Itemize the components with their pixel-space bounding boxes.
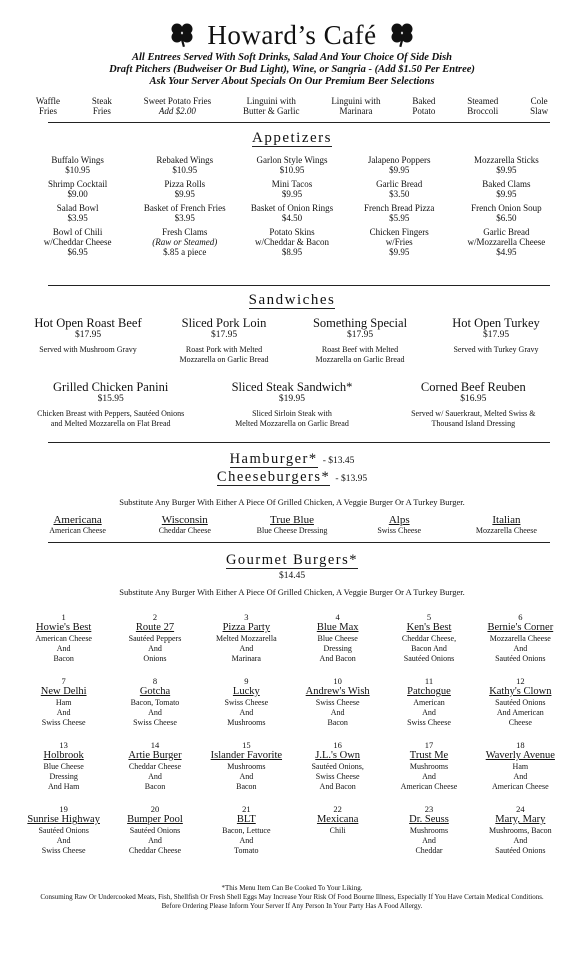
gourmet-burger-number: 4 bbox=[335, 612, 340, 622]
gourmet-burger-description: Mushrooms And Bacon bbox=[227, 762, 266, 791]
gourmet-burger-name: Howie's Best bbox=[36, 622, 92, 633]
cheeseburger-title: Cheeseburgers* bbox=[216, 469, 331, 485]
gourmet-burger-description: Cheddar Cheese And Bacon bbox=[128, 762, 182, 791]
gourmet-burger-name: Dr. Seuss bbox=[409, 814, 449, 825]
gourmet-burger-name: Bernie's Corner bbox=[487, 622, 554, 633]
sandwich-item bbox=[292, 316, 428, 365]
side-dish bbox=[315, 96, 396, 116]
gourmet-burger-number: 1 bbox=[61, 612, 66, 622]
gourmet-burger-item bbox=[109, 740, 200, 804]
side-dish-line: Waffle bbox=[35, 96, 61, 106]
sandwich-price: $17.95 bbox=[74, 330, 102, 340]
appetizer-name: Mini Tacos bbox=[271, 179, 313, 189]
gourmet-burger-description: Cheddar Cheese, Bacon And Sautéed Onions bbox=[401, 634, 457, 663]
appetizer-price: $9.95 bbox=[174, 189, 195, 199]
sandwich-item bbox=[201, 380, 382, 429]
side-dish-line: Cole bbox=[530, 96, 548, 106]
sandwich-description bbox=[20, 345, 156, 355]
gourmet-burger-description: Blue Cheese Dressing And Bacon bbox=[317, 634, 358, 663]
appetizer-price: $9.95 bbox=[496, 189, 517, 199]
appetizer-price: $8.95 bbox=[281, 247, 303, 257]
appetizer-name: Fresh Clams bbox=[162, 227, 208, 237]
gourmet-burger-number: 10 bbox=[333, 676, 342, 686]
gourmet-burger-name: New Delhi bbox=[40, 686, 87, 697]
side-dish-line: Marinara bbox=[339, 106, 373, 116]
appetizer-detail: w/Fries bbox=[385, 237, 413, 247]
appetizer-name: Rebaked Wings bbox=[156, 155, 214, 165]
divider bbox=[48, 285, 550, 286]
sandwich-price: $17.95 bbox=[210, 330, 238, 340]
appetizers-heading bbox=[0, 130, 584, 147]
appetizer-name: French Onion Soup bbox=[471, 203, 542, 213]
appetizer-price: $3.50 bbox=[389, 189, 410, 199]
gourmet-burger-item bbox=[201, 612, 292, 676]
gourmet-burger-item bbox=[109, 676, 200, 740]
sandwiches-heading bbox=[0, 292, 584, 309]
appetizer-name: Garlic Bread bbox=[483, 227, 530, 237]
footer-line: *This Menu Item Can Be Cooked To Your Liking. bbox=[221, 884, 363, 892]
sandwich-description-line: and Melted Mozzarella on Flat Bread bbox=[50, 419, 171, 428]
sandwich-name: Corned Beef Reuben bbox=[420, 380, 526, 394]
appetizer-price: $10.95 bbox=[172, 165, 198, 175]
gourmet-burger-number: 5 bbox=[426, 612, 432, 622]
appetizer-detail: (Raw or Steamed) bbox=[152, 237, 218, 247]
appetizer-item bbox=[453, 227, 560, 257]
appetizer-price: $4.95 bbox=[496, 247, 517, 257]
sandwich-description bbox=[156, 345, 292, 365]
gourmet-burger-item bbox=[383, 612, 474, 676]
gourmet-burger-item bbox=[109, 804, 200, 868]
sandwich-name: Hot Open Roast Beef bbox=[34, 316, 142, 330]
gourmet-burger-number: 16 bbox=[333, 740, 342, 750]
divider bbox=[48, 442, 550, 443]
standard-burger-item bbox=[131, 514, 238, 536]
sandwich-price: $16.95 bbox=[460, 394, 487, 404]
sandwich-item bbox=[383, 380, 564, 429]
gourmet-burger-name: Blue Max bbox=[316, 622, 359, 633]
appetizer-item bbox=[346, 227, 453, 257]
appetizer-item bbox=[238, 227, 345, 257]
sandwich-item bbox=[156, 316, 292, 365]
standard-burger-description: Cheddar Cheese bbox=[158, 526, 211, 535]
gourmet-burger-name: Pizza Party bbox=[222, 622, 271, 633]
appetizer-name: Pizza Rolls bbox=[164, 179, 206, 189]
standard-burger-description: American Cheese bbox=[49, 526, 106, 535]
appetizer-name: Potato Skins bbox=[269, 227, 315, 237]
appetizer-price: $6.95 bbox=[67, 247, 88, 257]
gourmet-burger-number: 13 bbox=[59, 740, 68, 750]
standard-burger-description: Blue Cheese Dressing bbox=[256, 526, 328, 535]
hamburger-heading bbox=[0, 451, 584, 470]
gourmet-burger-name: Patchogue bbox=[407, 686, 451, 697]
sandwich-description-line: Roast Pork with Melted bbox=[185, 345, 263, 354]
appetizer-price: $3.95 bbox=[67, 213, 88, 223]
appetizer-item bbox=[238, 155, 345, 175]
appetizer-price: $.85 a piece bbox=[163, 247, 207, 257]
sandwich-price: $19.95 bbox=[278, 394, 306, 404]
gourmet-burger-number: 24 bbox=[516, 804, 525, 814]
gourmet-grid bbox=[18, 612, 566, 868]
sandwich-description-line: Sliced Sirloin Steak with bbox=[252, 409, 332, 418]
standard-burger-description: Swiss Cheese bbox=[377, 526, 422, 535]
gourmet-burger-item bbox=[18, 676, 109, 740]
standard-burger-description: Mozzarella Cheese bbox=[475, 526, 537, 535]
gourmet-burger-description: Mushrooms And Cheddar bbox=[409, 826, 449, 855]
gourmet-burger-description: Sautéed Onions, Swiss Cheese And Bacon bbox=[311, 762, 364, 791]
gourmet-title: Gourmet Burgers* bbox=[225, 552, 359, 568]
appetizer-name: French Bread Pizza bbox=[363, 203, 435, 213]
cheeseburger-price: - $13.95 bbox=[335, 474, 368, 484]
gourmet-burger-description: Sautéed Peppers And Onions bbox=[128, 634, 182, 663]
standard-burger-item bbox=[24, 514, 131, 536]
gourmet-burger-item bbox=[109, 612, 200, 676]
gourmet-substitute-note: Substitute Any Burger With Either A Piece Of Grilled Chicken, A Veggie Burger Or A Turkey Burger. bbox=[119, 587, 465, 597]
sandwich-name: Something Special bbox=[312, 316, 408, 330]
gourmet-burger-description: Sautéed Onions And Cheddar Cheese bbox=[128, 826, 182, 855]
appetizer-detail: w/Mozzarella Cheese bbox=[467, 237, 546, 247]
appetizer-item bbox=[238, 179, 345, 199]
gourmet-burger-number: 7 bbox=[61, 676, 66, 686]
gourmet-burger-name: Lucky bbox=[232, 686, 260, 697]
appetizer-item bbox=[453, 179, 560, 199]
side-dish-line: Sweet Potato Fries bbox=[143, 96, 212, 106]
gourmet-burger-number: 12 bbox=[516, 676, 525, 686]
appetizer-item bbox=[24, 227, 131, 257]
gourmet-burger-name: Mexicana bbox=[316, 814, 359, 825]
sandwich-name: Grilled Chicken Panini bbox=[53, 380, 169, 394]
sandwich-price: $17.95 bbox=[482, 330, 510, 340]
gourmet-burger-description: Sautéed Onions And American Cheese bbox=[495, 698, 546, 727]
standard-burgers-row bbox=[24, 514, 560, 536]
gourmet-burger-description: American And Swiss Cheese bbox=[407, 698, 451, 727]
gourmet-heading bbox=[0, 552, 584, 569]
intro-line: All Entrees Served With Soft Drinks, Salad And Your Choice Of Side Dish bbox=[131, 52, 453, 63]
sandwich-description-line: Served with Mushroom Gravy bbox=[39, 345, 137, 354]
sandwich-price: $17.95 bbox=[346, 330, 374, 340]
side-dish-line: Steamed bbox=[467, 96, 499, 106]
gourmet-burger-number: 18 bbox=[516, 740, 525, 750]
hamburger-price: - $13.45 bbox=[322, 456, 355, 466]
gourmet-burger-description: Ham And Swiss Cheese bbox=[41, 698, 86, 727]
divider bbox=[48, 542, 550, 543]
gourmet-burger-description: Sautéed Onions And Swiss Cheese bbox=[38, 826, 89, 855]
side-dish-line: Fries bbox=[92, 106, 111, 116]
sandwich-description bbox=[201, 409, 382, 429]
appetizer-item bbox=[346, 155, 453, 175]
appetizer-name: Buffalo Wings bbox=[51, 155, 104, 165]
sandwich-description-line: Mozzarella on Garlic Bread bbox=[315, 355, 405, 364]
side-dish bbox=[128, 96, 227, 116]
standard-burger-item bbox=[453, 514, 560, 536]
cafe-title: Howard’s Café bbox=[207, 20, 377, 50]
shamrock-icon bbox=[388, 20, 416, 48]
standard-burger-name: Italian bbox=[492, 514, 521, 526]
gourmet-burger-name: J.L.'s Own bbox=[315, 750, 361, 761]
sandwich-name: Sliced Pork Loin bbox=[181, 316, 267, 330]
gourmet-burger-item bbox=[292, 740, 383, 804]
gourmet-burger-item bbox=[475, 612, 566, 676]
side-dish-line: Steak bbox=[91, 96, 112, 106]
standard-burger-item bbox=[346, 514, 453, 536]
appetizers-title: Appetizers bbox=[252, 130, 332, 146]
appetizer-name: Basket of French Fries bbox=[143, 203, 226, 213]
side-dish-line: Fries bbox=[38, 106, 57, 116]
appetizer-price: $9.95 bbox=[496, 165, 517, 175]
sandwich-item bbox=[428, 316, 564, 365]
appetizer-item bbox=[24, 155, 131, 175]
sandwich-name: Hot Open Turkey bbox=[452, 316, 540, 330]
sandwiches-row bbox=[20, 380, 564, 429]
appetizer-name: Salad Bowl bbox=[56, 203, 99, 213]
side-dish-line: Broccoli bbox=[467, 106, 499, 116]
standard-burger-name: Americana bbox=[53, 514, 102, 526]
gourmet-burger-name: Ken's Best bbox=[406, 622, 452, 633]
gourmet-burger-item bbox=[201, 676, 292, 740]
appetizer-name: Mozzarella Sticks bbox=[474, 155, 539, 165]
appetizer-price: $9.00 bbox=[67, 189, 88, 199]
sandwich-description bbox=[20, 409, 201, 429]
sandwich-description-line: Mozzarella on Garlic Bread bbox=[179, 355, 269, 364]
side-dish-line: Potato bbox=[412, 106, 436, 116]
gourmet-burger-name: Mary, Mary bbox=[495, 814, 546, 825]
burger-substitute-note: Substitute Any Burger With Either A Piece Of Grilled Chicken, A Veggie Burger Or A Turkey Burger. bbox=[119, 497, 465, 507]
appetizer-item bbox=[131, 179, 238, 199]
gourmet-burger-number: 14 bbox=[150, 740, 160, 750]
gourmet-burger-description: Bacon, Tomato And Swiss Cheese bbox=[130, 698, 180, 727]
gourmet-burger-name: Andrew's Wish bbox=[305, 686, 370, 697]
side-dish-line: Add $2.00 bbox=[158, 106, 196, 116]
gourmet-burger-item bbox=[475, 740, 566, 804]
gourmet-burger-number: 9 bbox=[244, 676, 249, 686]
gourmet-burger-item bbox=[18, 740, 109, 804]
appetizer-item bbox=[131, 203, 238, 223]
sandwich-description-line: Roast Beef with Melted bbox=[321, 345, 399, 354]
appetizer-item bbox=[24, 203, 131, 223]
gourmet-burger-description: Mushrooms, Bacon And Sautéed Onions bbox=[488, 826, 552, 855]
side-dish bbox=[451, 96, 514, 116]
gourmet-burger-number: 2 bbox=[152, 612, 158, 622]
gourmet-burger-name: Kathy's Clown bbox=[489, 686, 552, 697]
side-dish-list bbox=[20, 96, 564, 116]
gourmet-burger-name: Artie Burger bbox=[128, 750, 182, 761]
appetizer-price: $5.95 bbox=[389, 213, 410, 223]
gourmet-burger-number: 21 bbox=[242, 804, 251, 814]
side-dish-line: Linguini with bbox=[331, 96, 381, 106]
sandwich-description-line: Thousand Island Dressing bbox=[431, 419, 516, 428]
intro-line: Draft Pitchers (Budweiser Or Bud Light), Wine, or Sangria - (Add $1.50 Per Entree) bbox=[109, 64, 475, 75]
side-dish bbox=[20, 96, 76, 116]
gourmet-burger-description: Chili bbox=[329, 826, 346, 835]
gourmet-burger-item bbox=[383, 804, 474, 868]
footer-line: Before Ordering Please Inform Your Server If Any Person In Your Party Has A Food Allergy. bbox=[161, 902, 423, 910]
gourmet-burger-item bbox=[383, 676, 474, 740]
sandwiches-title: Sandwiches bbox=[248, 292, 336, 308]
side-dish-line: Baked bbox=[412, 96, 436, 106]
gourmet-burger-number: 23 bbox=[424, 804, 434, 814]
side-dish-line: Slaw bbox=[530, 106, 549, 116]
gourmet-burger-name: Gotcha bbox=[139, 686, 171, 697]
sandwich-description bbox=[292, 345, 428, 365]
appetizer-item bbox=[131, 227, 238, 257]
gourmet-burger-item bbox=[292, 676, 383, 740]
footer-line: Consuming Raw Or Undercooked Meats, Fish, Shellfish Or Fresh Shell Eggs May Increase Your Risk Of Food Bourne Illness, Especially If You Have Certain Medical Conditions. bbox=[40, 893, 544, 901]
gourmet-burger-name: BLT bbox=[236, 814, 256, 825]
side-dish bbox=[396, 96, 451, 116]
side-dish-line: Linguini with bbox=[246, 96, 296, 106]
gourmet-burger-name: Islander Favorite bbox=[210, 750, 283, 761]
appetizer-item bbox=[346, 203, 453, 223]
gourmet-burger-description: Mushrooms And American Cheese bbox=[400, 762, 458, 791]
gourmet-burger-description: Bacon, Lettuce And Tomato bbox=[222, 826, 271, 855]
appetizer-name: Garlon Style Wings bbox=[256, 155, 328, 165]
appetizer-price: $9.95 bbox=[281, 189, 303, 199]
standard-burger-name: Wisconsin bbox=[161, 514, 208, 526]
appetizer-price: $9.95 bbox=[389, 165, 410, 175]
sandwich-item bbox=[20, 316, 156, 365]
gourmet-burger-number: 11 bbox=[424, 676, 434, 686]
gourmet-burger-item bbox=[18, 612, 109, 676]
gourmet-burger-description: Blue Cheese Dressing And Ham bbox=[43, 762, 84, 791]
gourmet-burger-number: 20 bbox=[150, 804, 160, 814]
appetizer-item bbox=[453, 155, 560, 175]
gourmet-burger-name: Bumper Pool bbox=[127, 814, 183, 825]
gourmet-burger-name: Trust Me bbox=[409, 750, 449, 761]
gourmet-burger-number: 15 bbox=[242, 740, 251, 750]
gourmet-burger-description: Swiss Cheese And Mushrooms bbox=[224, 698, 269, 727]
gourmet-burger-number: 3 bbox=[244, 612, 249, 622]
footer-notice bbox=[20, 884, 564, 911]
gourmet-burger-item bbox=[201, 740, 292, 804]
gourmet-price: $14.45 bbox=[278, 571, 306, 581]
hamburger-title: Hamburger* bbox=[229, 451, 318, 467]
standard-burger-item bbox=[238, 514, 345, 536]
gourmet-burger-description: Melted Mozzarella And Marinara bbox=[216, 634, 277, 663]
appetizer-detail: w/Cheddar Cheese bbox=[43, 237, 112, 247]
gourmet-burger-item bbox=[475, 676, 566, 740]
sandwich-description bbox=[428, 345, 564, 355]
sandwiches-row bbox=[20, 316, 564, 365]
gourmet-burger-number: 17 bbox=[424, 740, 434, 750]
sandwich-description bbox=[383, 409, 564, 429]
intro-line: Ask Your Server About Specials On Our Premium Beer Selections bbox=[149, 76, 435, 87]
appetizer-item bbox=[346, 179, 453, 199]
appetizer-name: Bowl of Chili bbox=[52, 227, 103, 237]
gourmet-burger-name: Route 27 bbox=[135, 622, 175, 633]
side-dish bbox=[227, 96, 315, 116]
gourmet-burger-item bbox=[475, 804, 566, 868]
side-dish bbox=[76, 96, 128, 116]
divider bbox=[48, 122, 550, 123]
gourmet-burger-number: 22 bbox=[333, 804, 342, 814]
sandwich-item bbox=[20, 380, 201, 429]
gourmet-burger-name: Holbrook bbox=[43, 750, 84, 761]
gourmet-burger-item bbox=[292, 804, 383, 868]
gourmet-burger-item bbox=[201, 804, 292, 868]
appetizer-name: Jalapeno Poppers bbox=[367, 155, 431, 165]
sandwich-description-line: Melted Mozzarella on Garlic Bread bbox=[235, 419, 349, 428]
gourmet-burger-number: 8 bbox=[152, 676, 158, 686]
gourmet-burger-name: Sunrise Highway bbox=[27, 814, 100, 825]
appetizer-name: Basket of Onion Rings bbox=[250, 203, 334, 213]
appetizer-price: $10.95 bbox=[279, 165, 305, 175]
gourmet-burger-description: Ham And American Cheese bbox=[492, 762, 549, 791]
gourmet-burger-name: Waverly Avenue bbox=[485, 750, 555, 761]
sandwich-description-line: Chicken Breast with Peppers, Sautéed Onions bbox=[37, 409, 185, 418]
gourmet-burger-item bbox=[383, 740, 474, 804]
appetizer-name: Baked Clams bbox=[482, 179, 531, 189]
gourmet-burger-number: 6 bbox=[518, 612, 523, 622]
appetizer-item bbox=[131, 155, 238, 175]
appetizer-name: Garlic Bread bbox=[376, 179, 423, 189]
gourmet-burger-description: Swiss Cheese And Bacon bbox=[315, 698, 360, 727]
appetizer-detail: w/Cheddar & Bacon bbox=[255, 237, 329, 247]
appetizers-grid bbox=[24, 155, 560, 257]
appetizer-name: Chicken Fingers bbox=[369, 227, 429, 237]
gourmet-burger-number: 19 bbox=[59, 804, 68, 814]
appetizer-price: $4.50 bbox=[281, 213, 303, 223]
sandwich-name: Sliced Steak Sandwich* bbox=[231, 380, 353, 394]
side-dish-line: Butter & Garlic bbox=[243, 106, 300, 116]
appetizer-price: $6.50 bbox=[496, 213, 517, 223]
intro-text bbox=[0, 52, 584, 88]
appetizer-name: Shrimp Cocktail bbox=[47, 179, 108, 189]
cheeseburger-heading bbox=[0, 469, 584, 488]
appetizer-item bbox=[24, 179, 131, 199]
gourmet-burger-item bbox=[292, 612, 383, 676]
sandwich-description-line: Served w/ Sauerkraut, Melted Swiss & bbox=[411, 409, 536, 418]
standard-burger-name: Alps bbox=[388, 514, 410, 526]
sandwich-description-line: Served with Turkey Gravy bbox=[453, 345, 539, 354]
gourmet-burger-description: American Cheese And Bacon bbox=[35, 634, 92, 663]
side-dish bbox=[514, 96, 564, 116]
appetizer-price: $10.95 bbox=[65, 165, 90, 175]
gourmet-burger-item bbox=[18, 804, 109, 868]
appetizer-item bbox=[238, 203, 345, 223]
appetizer-item bbox=[453, 203, 560, 223]
sandwich-price: $15.95 bbox=[97, 394, 124, 404]
gourmet-burger-description: Mozzarella Cheese And Sautéed Onions bbox=[489, 634, 551, 663]
appetizer-price: $9.95 bbox=[389, 247, 410, 257]
standard-burger-name: True Blue bbox=[270, 514, 314, 526]
appetizer-price: $3.95 bbox=[174, 213, 195, 223]
